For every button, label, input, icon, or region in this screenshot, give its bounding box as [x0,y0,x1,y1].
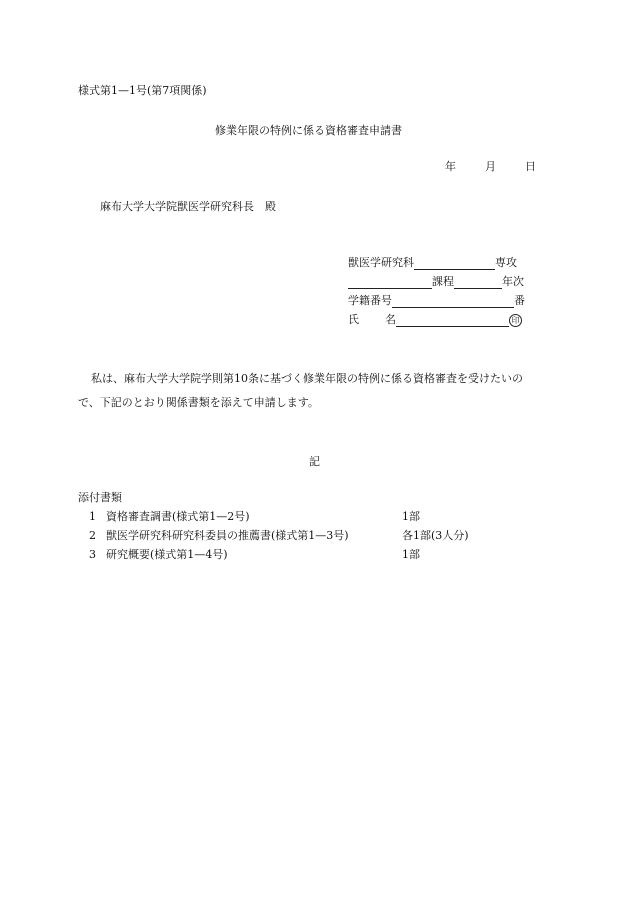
name-label-1: 氏 [348,313,359,326]
body-text-line-1: 私は、麻布大学大学院学則第10条に基づく修業年限の特例に係る資格審査を受けたいの [91,372,523,385]
course-label: 課程 [432,275,454,288]
attachment-row [89,510,96,524]
date-line [445,160,536,174]
course-blank[interactable] [348,276,432,289]
attachment-number: 2 [89,529,96,542]
attachment-number: 3 [89,548,96,561]
graduate-school-label: 獣医学研究科 [348,256,414,269]
ki-heading: 記 [309,455,320,468]
attachment-name: 研究概要(様式第1—4号) [106,548,228,561]
major-blank[interactable] [414,257,495,270]
date-day-label: 日 [525,160,536,173]
major-suffix: 専攻 [495,256,517,269]
body-text-line-2: で、下記のとおり関係書類を添えて申請します。 [78,396,319,409]
seal-mark-icon: 印 [509,314,522,327]
applicant-major-row [348,256,517,270]
attachment-number: 1 [89,510,96,523]
attachment-quantity: 1部 [402,548,420,561]
addressee: 麻布大学大学院獣医学研究科長 殿 [100,200,276,213]
attachment-row [89,529,96,543]
attachment-row [89,548,96,562]
student-id-blank[interactable] [392,295,514,308]
form-number: 様式第1—1号(第7項関係) [78,84,207,97]
name-label-2: 名 [385,313,396,326]
document-title: 修業年限の特例に係る資格審査申請書 [215,124,402,137]
attachment-name: 獣医学研究科研究科委員の推薦書(様式第1—3号) [106,529,349,542]
attachments-heading: 添付書類 [78,491,122,504]
attachment-quantity: 各1部(3人分) [402,529,469,542]
date-month-label: 月 [485,160,496,173]
applicant-name-row [348,313,522,327]
attachment-quantity: 1部 [402,510,420,523]
student-id-label: 学籍番号 [348,294,392,307]
name-blank[interactable] [396,314,509,327]
student-id-suffix: 番 [514,294,525,307]
applicant-student-id-row [348,294,525,308]
year-blank[interactable] [454,276,502,289]
attachment-name: 資格審査調書(様式第1—2号) [106,510,250,523]
year-suffix: 年次 [502,275,524,288]
date-year-label: 年 [445,160,456,173]
applicant-course-row [348,275,524,289]
